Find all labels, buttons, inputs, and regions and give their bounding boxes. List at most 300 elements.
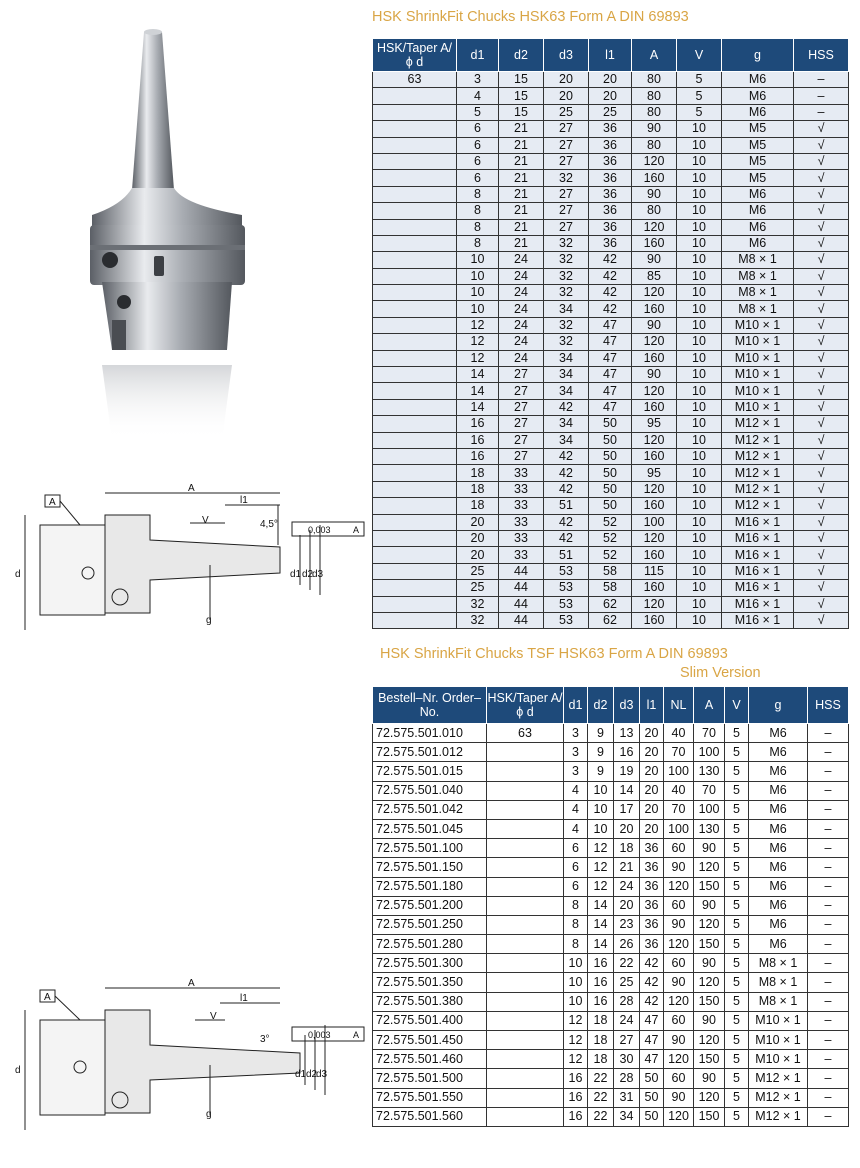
table-row [373, 104, 849, 120]
table-cell: 6 [564, 858, 588, 877]
table-cell: 10 [677, 252, 722, 268]
table-cell: 21 [499, 186, 544, 202]
table-cell: 32 [544, 170, 589, 186]
table-cell: M6 [749, 858, 808, 877]
table-cell: 47 [589, 383, 632, 399]
table-row [373, 724, 849, 743]
table-cell: – [808, 858, 849, 877]
table-cell [373, 547, 457, 563]
table-row [373, 1031, 849, 1050]
table-cell: 10 [677, 383, 722, 399]
table-cell: 27 [614, 1031, 640, 1050]
table-cell: 24 [614, 877, 640, 896]
table-cell: 90 [694, 896, 725, 915]
table-cell: 10 [677, 367, 722, 383]
table-cell: 10 [677, 170, 722, 186]
table-cell: 21 [499, 121, 544, 137]
table-cell: √ [794, 596, 849, 612]
table-row [373, 203, 849, 219]
col-header: d3 [544, 39, 589, 72]
table-cell: M16 × 1 [722, 530, 794, 546]
table-cell: 42 [640, 954, 664, 973]
table-row [373, 465, 849, 481]
table-cell [373, 399, 457, 415]
table-cell: 120 [632, 432, 677, 448]
tolerance-ref: A [353, 525, 360, 535]
table-cell: 10 [677, 448, 722, 464]
table-cell: 27 [544, 153, 589, 169]
table-cell: 90 [664, 1088, 694, 1107]
table-cell: 24 [499, 350, 544, 366]
table-cell: 18 [588, 1031, 614, 1050]
table-row [373, 153, 849, 169]
table1 [372, 38, 849, 629]
table-cell: M16 × 1 [722, 514, 794, 530]
table-cell: 12 [588, 877, 614, 896]
table-cell: M6 [722, 186, 794, 202]
table-cell: 72.575.501.280 [373, 935, 487, 954]
table-cell: 27 [544, 186, 589, 202]
table-cell: 33 [499, 514, 544, 530]
table-cell: 34 [544, 350, 589, 366]
table-row [373, 383, 849, 399]
table-cell: – [808, 762, 849, 781]
table-cell: √ [794, 383, 849, 399]
table-cell: 20 [614, 896, 640, 915]
table-cell: 10 [588, 781, 614, 800]
table-cell: 25 [457, 563, 499, 579]
table-cell: M5 [722, 137, 794, 153]
table-cell: – [808, 954, 849, 973]
col-header: HSS [794, 39, 849, 72]
table-cell: 30 [614, 1050, 640, 1069]
table-cell: 10 [677, 596, 722, 612]
table-row [373, 1069, 849, 1088]
table-cell: 44 [499, 596, 544, 612]
table-cell [373, 137, 457, 153]
table-cell: 90 [632, 367, 677, 383]
table-row [373, 88, 849, 104]
table-cell: 120 [664, 935, 694, 954]
col-header: g [722, 39, 794, 72]
table-cell: 150 [694, 935, 725, 954]
table-cell: M16 × 1 [722, 563, 794, 579]
table-cell: 72.575.501.100 [373, 839, 487, 858]
table-cell: 6 [457, 170, 499, 186]
table-cell: 36 [640, 877, 664, 896]
table-cell: 16 [588, 992, 614, 1011]
table-cell: √ [794, 235, 849, 251]
table-cell: 42 [589, 268, 632, 284]
table-cell: 5 [725, 781, 749, 800]
table-cell: 10 [677, 465, 722, 481]
table-cell [373, 612, 457, 628]
table-row [373, 612, 849, 628]
table-cell: – [808, 992, 849, 1011]
table-cell [487, 800, 564, 819]
table-cell: 5 [677, 88, 722, 104]
dim-d2-label: d2 [306, 1069, 318, 1080]
table-cell: 72.575.501.015 [373, 762, 487, 781]
table-cell: 10 [677, 612, 722, 628]
table-cell: 53 [544, 580, 589, 596]
table-row [373, 498, 849, 514]
table-cell: 6 [564, 877, 588, 896]
table-cell: 5 [725, 724, 749, 743]
table-cell: √ [794, 153, 849, 169]
table-cell: 12 [564, 1050, 588, 1069]
table-cell: 10 [457, 268, 499, 284]
table-cell: M16 × 1 [722, 547, 794, 563]
table-cell: 16 [564, 1088, 588, 1107]
table-cell [487, 781, 564, 800]
table-cell: 70 [664, 743, 694, 762]
table-cell: 26 [614, 935, 640, 954]
table-cell: 34 [544, 367, 589, 383]
table-cell: 72.575.501.040 [373, 781, 487, 800]
col-header: d2 [499, 39, 544, 72]
table-cell: 58 [589, 580, 632, 596]
table-cell: 51 [544, 498, 589, 514]
col-header: Bestell–Nr. Order–No. [373, 687, 487, 724]
table-cell [373, 465, 457, 481]
table-cell: 3 [564, 724, 588, 743]
table-row [373, 72, 849, 88]
col-header: HSS [808, 687, 849, 724]
col-header: d2 [588, 687, 614, 724]
table-cell: 5 [725, 973, 749, 992]
table-cell: M12 × 1 [722, 498, 794, 514]
table-cell: 62 [589, 596, 632, 612]
table-cell: 16 [457, 448, 499, 464]
dim-g-label: g [206, 1109, 212, 1120]
table-row [373, 301, 849, 317]
table-cell: M10 × 1 [722, 399, 794, 415]
table-cell: 14 [457, 399, 499, 415]
table-row [373, 596, 849, 612]
table-cell: 53 [544, 612, 589, 628]
table-cell: 10 [677, 530, 722, 546]
table-cell: 100 [664, 819, 694, 838]
table-cell: 120 [694, 915, 725, 934]
table-cell: 10 [677, 121, 722, 137]
table-row [373, 367, 849, 383]
table-cell: M16 × 1 [722, 596, 794, 612]
table-cell: M12 × 1 [722, 416, 794, 432]
table-cell: 21 [499, 235, 544, 251]
table-cell: 80 [632, 88, 677, 104]
table-row [373, 530, 849, 546]
table-cell: 20 [544, 88, 589, 104]
table-cell: M16 × 1 [722, 612, 794, 628]
table-cell [487, 935, 564, 954]
table-cell: 5 [725, 858, 749, 877]
table-cell: 80 [632, 72, 677, 88]
table-cell: 120 [632, 219, 677, 235]
table-cell [487, 1069, 564, 1088]
table-cell: M6 [722, 88, 794, 104]
table-cell: 14 [588, 935, 614, 954]
table-cell: 80 [632, 203, 677, 219]
table-cell: 10 [677, 153, 722, 169]
table-cell: 50 [589, 481, 632, 497]
table-cell: 5 [725, 1011, 749, 1030]
table-cell: √ [794, 252, 849, 268]
table-cell: 10 [677, 186, 722, 202]
table-cell: 36 [640, 935, 664, 954]
table-cell [373, 285, 457, 301]
table-cell: 36 [640, 839, 664, 858]
table-cell: M6 [749, 877, 808, 896]
table-cell [373, 383, 457, 399]
table-cell: 72.575.501.400 [373, 1011, 487, 1030]
table-cell: 36 [640, 896, 664, 915]
table-cell: 47 [589, 350, 632, 366]
table-cell: 50 [640, 1069, 664, 1088]
table-cell: 120 [632, 285, 677, 301]
table-cell: 18 [614, 839, 640, 858]
table-cell: 70 [694, 724, 725, 743]
table-cell: 36 [589, 153, 632, 169]
table-cell: 160 [632, 399, 677, 415]
col-header: l1 [640, 687, 664, 724]
table-cell: √ [794, 334, 849, 350]
table2-subtitle: Slim Version [680, 665, 761, 681]
table-cell: M12 × 1 [722, 465, 794, 481]
technical-drawing-bottom [10, 978, 370, 1140]
table-cell: M10 × 1 [722, 367, 794, 383]
table-cell: √ [794, 121, 849, 137]
table-cell: 32 [544, 252, 589, 268]
table-cell: 33 [499, 547, 544, 563]
table-cell: 10 [677, 268, 722, 284]
table-cell: 10 [677, 350, 722, 366]
table-cell: 20 [457, 530, 499, 546]
table-cell: 40 [664, 781, 694, 800]
table-cell: √ [794, 137, 849, 153]
table-cell: 10 [677, 399, 722, 415]
col-header: l1 [589, 39, 632, 72]
table-cell: 3 [457, 72, 499, 88]
table-cell: M8 × 1 [722, 268, 794, 284]
table-cell [373, 580, 457, 596]
table-cell: – [808, 1107, 849, 1126]
table-cell: 24 [499, 334, 544, 350]
table-cell: √ [794, 203, 849, 219]
table-cell: 33 [499, 465, 544, 481]
table-cell: 5 [725, 896, 749, 915]
table-cell: 120 [694, 973, 725, 992]
table-cell: 5 [725, 954, 749, 973]
table-cell: 8 [564, 896, 588, 915]
table-cell: 20 [640, 762, 664, 781]
table-cell: √ [794, 350, 849, 366]
table-cell: 120 [694, 858, 725, 877]
table-cell: 5 [457, 104, 499, 120]
table-cell: 15 [499, 104, 544, 120]
table-cell [487, 1107, 564, 1126]
table-cell: 42 [544, 399, 589, 415]
table-cell: 27 [499, 367, 544, 383]
table-row [373, 992, 849, 1011]
table-cell: 5 [725, 800, 749, 819]
table-row [373, 819, 849, 838]
table-cell: 53 [544, 596, 589, 612]
table-row [373, 268, 849, 284]
table-cell: 5 [677, 104, 722, 120]
table-row [373, 973, 849, 992]
product-photo [82, 20, 272, 460]
table-cell: 115 [632, 563, 677, 579]
table-cell: 5 [725, 743, 749, 762]
table-cell: 150 [694, 1107, 725, 1126]
col-header: HSK/Taper A/ ϕ d [487, 687, 564, 724]
table-cell: √ [794, 432, 849, 448]
table-cell: 100 [694, 800, 725, 819]
table-cell [373, 334, 457, 350]
table-cell: 20 [589, 72, 632, 88]
table-cell: 100 [664, 762, 694, 781]
table-cell: 62 [589, 612, 632, 628]
table-cell [487, 1031, 564, 1050]
table-cell: 4 [564, 800, 588, 819]
table-cell: M6 [749, 724, 808, 743]
table-cell: 14 [614, 781, 640, 800]
table-cell: 5 [725, 877, 749, 896]
table-row [373, 839, 849, 858]
table-cell: M8 × 1 [722, 285, 794, 301]
table-cell: 8 [457, 219, 499, 235]
table-cell: 95 [632, 416, 677, 432]
table-cell: 16 [564, 1069, 588, 1088]
table2 [372, 686, 849, 1127]
table-cell: 90 [632, 252, 677, 268]
col-header: d1 [564, 687, 588, 724]
table-cell: 120 [664, 1050, 694, 1069]
table-cell [373, 317, 457, 333]
table-cell: 80 [632, 137, 677, 153]
table-cell: 42 [544, 481, 589, 497]
table-cell: 160 [632, 498, 677, 514]
table-cell: 50 [640, 1107, 664, 1126]
table-cell: 10 [457, 301, 499, 317]
table-cell: 16 [614, 743, 640, 762]
table-cell: 17 [614, 800, 640, 819]
table-cell: 21 [499, 153, 544, 169]
table-cell: 5 [677, 72, 722, 88]
table-cell: 6 [457, 137, 499, 153]
angle-label: 3° [260, 1034, 270, 1045]
table-row [373, 563, 849, 579]
table-cell: 160 [632, 580, 677, 596]
table-cell: 10 [588, 800, 614, 819]
table-cell [373, 530, 457, 546]
table-cell: 34 [544, 416, 589, 432]
table-cell: 130 [694, 762, 725, 781]
table-cell: 72.575.501.012 [373, 743, 487, 762]
table-cell: 27 [499, 448, 544, 464]
table-cell [373, 104, 457, 120]
table-cell: M8 × 1 [722, 301, 794, 317]
table-cell: 90 [694, 839, 725, 858]
table-cell: 20 [640, 743, 664, 762]
table-cell: 90 [694, 1011, 725, 1030]
angle-label: 4,5° [260, 519, 278, 530]
table-cell: √ [794, 268, 849, 284]
table-cell: – [808, 1031, 849, 1050]
table-cell: 10 [677, 203, 722, 219]
table-cell: 22 [588, 1088, 614, 1107]
col-header: A [694, 687, 725, 724]
table-cell: 20 [640, 800, 664, 819]
table-cell: 72.575.501.500 [373, 1069, 487, 1088]
table-cell [373, 268, 457, 284]
datum-a-box: A [44, 992, 51, 1003]
table-cell: 47 [640, 1050, 664, 1069]
table-cell: M6 [749, 839, 808, 858]
table-cell: 20 [640, 724, 664, 743]
table-cell: M6 [749, 743, 808, 762]
table-row [373, 1050, 849, 1069]
table-cell: 27 [544, 203, 589, 219]
table-cell: 5 [725, 1050, 749, 1069]
table-cell: √ [794, 186, 849, 202]
table-cell: 5 [725, 935, 749, 954]
table-cell: 5 [725, 819, 749, 838]
table-cell: M10 × 1 [749, 1011, 808, 1030]
table-cell: 42 [589, 285, 632, 301]
table-cell: √ [794, 285, 849, 301]
table-cell: 50 [589, 416, 632, 432]
dim-A-label: A [188, 978, 195, 989]
table-cell: 6 [457, 121, 499, 137]
table-cell: 60 [664, 1069, 694, 1088]
table-cell: 3 [564, 743, 588, 762]
table-cell: 27 [544, 137, 589, 153]
table1-title: HSK ShrinkFit Chucks HSK63 Form A DIN 69893 [372, 9, 689, 25]
table-cell: 32 [457, 612, 499, 628]
tolerance-ref: A [353, 1030, 360, 1040]
table-row [373, 762, 849, 781]
table-cell: 13 [614, 724, 640, 743]
col-header: V [677, 39, 722, 72]
table-row [373, 935, 849, 954]
table-cell: √ [794, 612, 849, 628]
table-row [373, 877, 849, 896]
table-row [373, 334, 849, 350]
table-cell: M6 [749, 781, 808, 800]
table-cell: 50 [589, 432, 632, 448]
table-cell: 72.575.501.250 [373, 915, 487, 934]
table-cell: 12 [588, 858, 614, 877]
table-cell: 10 [677, 137, 722, 153]
table-cell: 90 [664, 973, 694, 992]
table2-title: HSK ShrinkFit Chucks TSF HSK63 Form A DIN 69893 [380, 646, 728, 662]
table-cell [487, 743, 564, 762]
table-cell: 10 [677, 235, 722, 251]
table-cell: 25 [457, 580, 499, 596]
table-cell [487, 973, 564, 992]
table-cell: 130 [694, 819, 725, 838]
table-cell: 60 [664, 839, 694, 858]
table-cell: 52 [589, 514, 632, 530]
table-cell: – [808, 1088, 849, 1107]
table-row [373, 252, 849, 268]
table-cell: – [808, 896, 849, 915]
table-row [373, 416, 849, 432]
table-row [373, 915, 849, 934]
table-cell: 90 [632, 121, 677, 137]
